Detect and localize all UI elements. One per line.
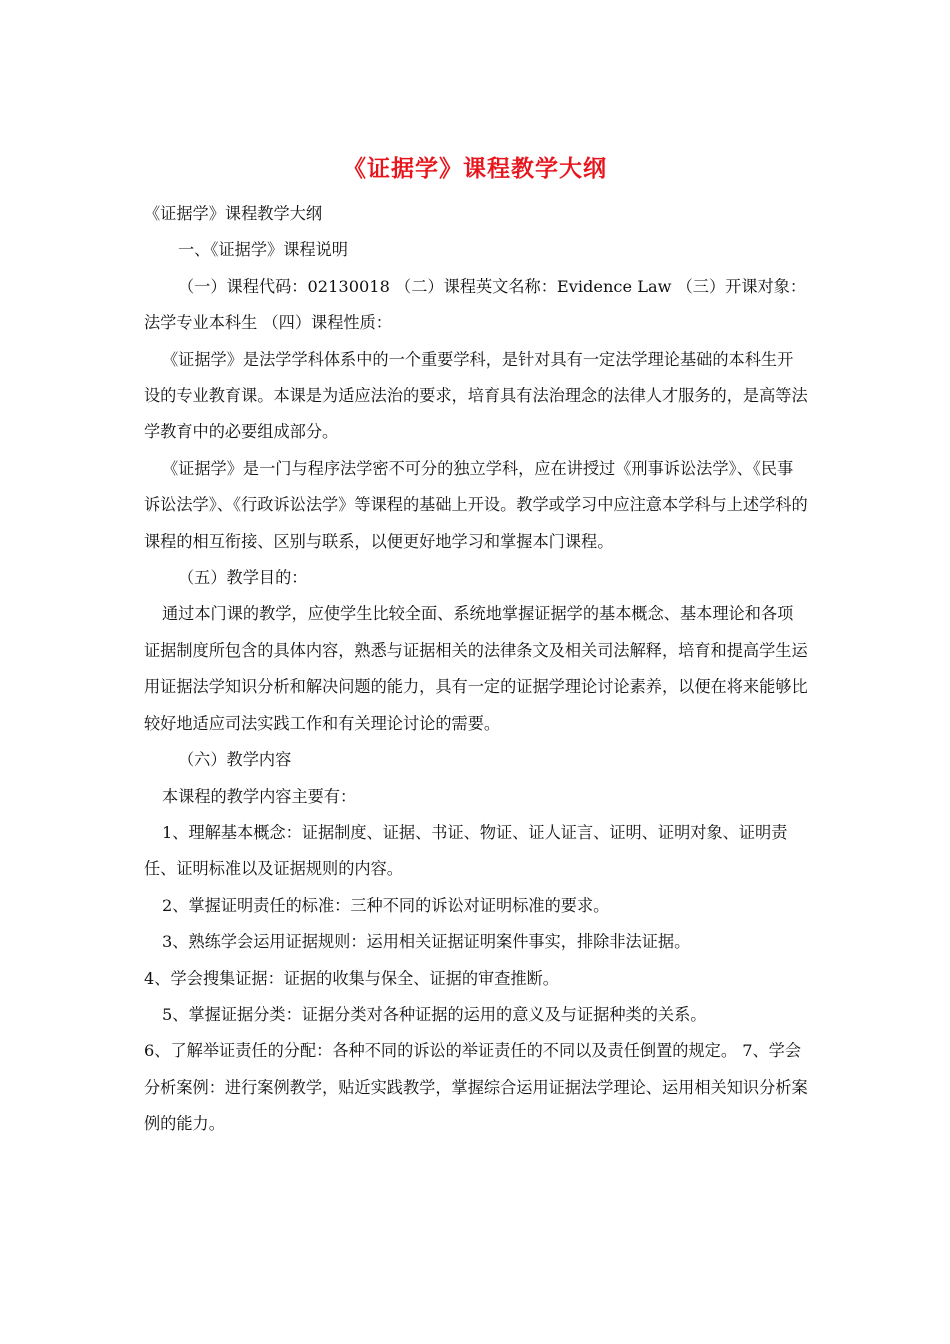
document-body [144,196,808,1143]
paragraph: 《证据学》是法学学科体系中的一个重要学科，是针对具有一定法学理论基础的本科生开设的专业教育课。本课是为适应法治的要求，培育具有法治理念的法律人才服务的，是高等法学教育中的必要组成部分。 [144,349,808,442]
list-item: 5、掌握证据分类：证据分类对各种证据的运用的意义及与证据种类的关系。 [162,1004,707,1024]
list-item: 1、理解基本概念：证据制度、证据、书证、物证、证人证言、证明、证明对象、证明责任、证明标准以及证据规则的内容。 [144,822,788,879]
paragraph: 《证据学》是一门与程序法学密不可分的独立学科，应在讲授过《刑事诉讼法学》、《民事诉讼法学》、《行政诉讼法学》等课程的基础上开设。教学或学习中应注意本学科与上述学科的课程的相互衔接、区别与联系，以便更好地学习和掌握本门课程。 [144,458,808,551]
list-item: 3、熟练学会运用证据规则：运用相关证据证明案件事实，排除非法证据。 [162,932,691,952]
list-item: 4、学会搜集证据：证据的收集与保全、证据的审查推断。 [144,968,559,988]
subsection-heading: （六）教学内容 [178,750,292,770]
section-heading: 一、《证据学》课程说明 [178,240,348,260]
document-title: 《证据学》课程教学大纲 [343,155,607,182]
paragraph: 《证据学》课程教学大纲 [144,204,323,223]
paragraph: （一）课程代码：02130018 （二）课程英文名称：Evidence Law （三）开课对象：法学专业本科生 （四）课程性质： [144,276,807,333]
paragraph: 本课程的教学内容主要有： [162,786,357,806]
list-item: 6、了解举证责任的分配：各种不同的诉讼的举证责任的不同以及责任倒置的规定。 7、学会分析案例：进行案例教学，贴近实践教学，掌握综合运用证据法学理论、运用相关知识分析案例的能力。 [144,1041,808,1134]
paragraph: 通过本门课的教学，应使学生比较全面、系统地掌握证据学的基本概念、基本理论和各项证据制度所包含的具体内容，熟悉与证据相关的法律条文及相关司法解释，培育和提高学生运用证据法学知识分析和解决问题的能力，具有一定的证据学理论讨论素养，以便在将来能够比较好地适应司法实践工作和有关理论讨论的需要。 [144,604,808,733]
subsection-heading: （五）教学目的： [178,568,308,588]
list-item: 2、掌握证明责任的标准：三种不同的诉讼对证明标准的要求。 [162,895,610,915]
